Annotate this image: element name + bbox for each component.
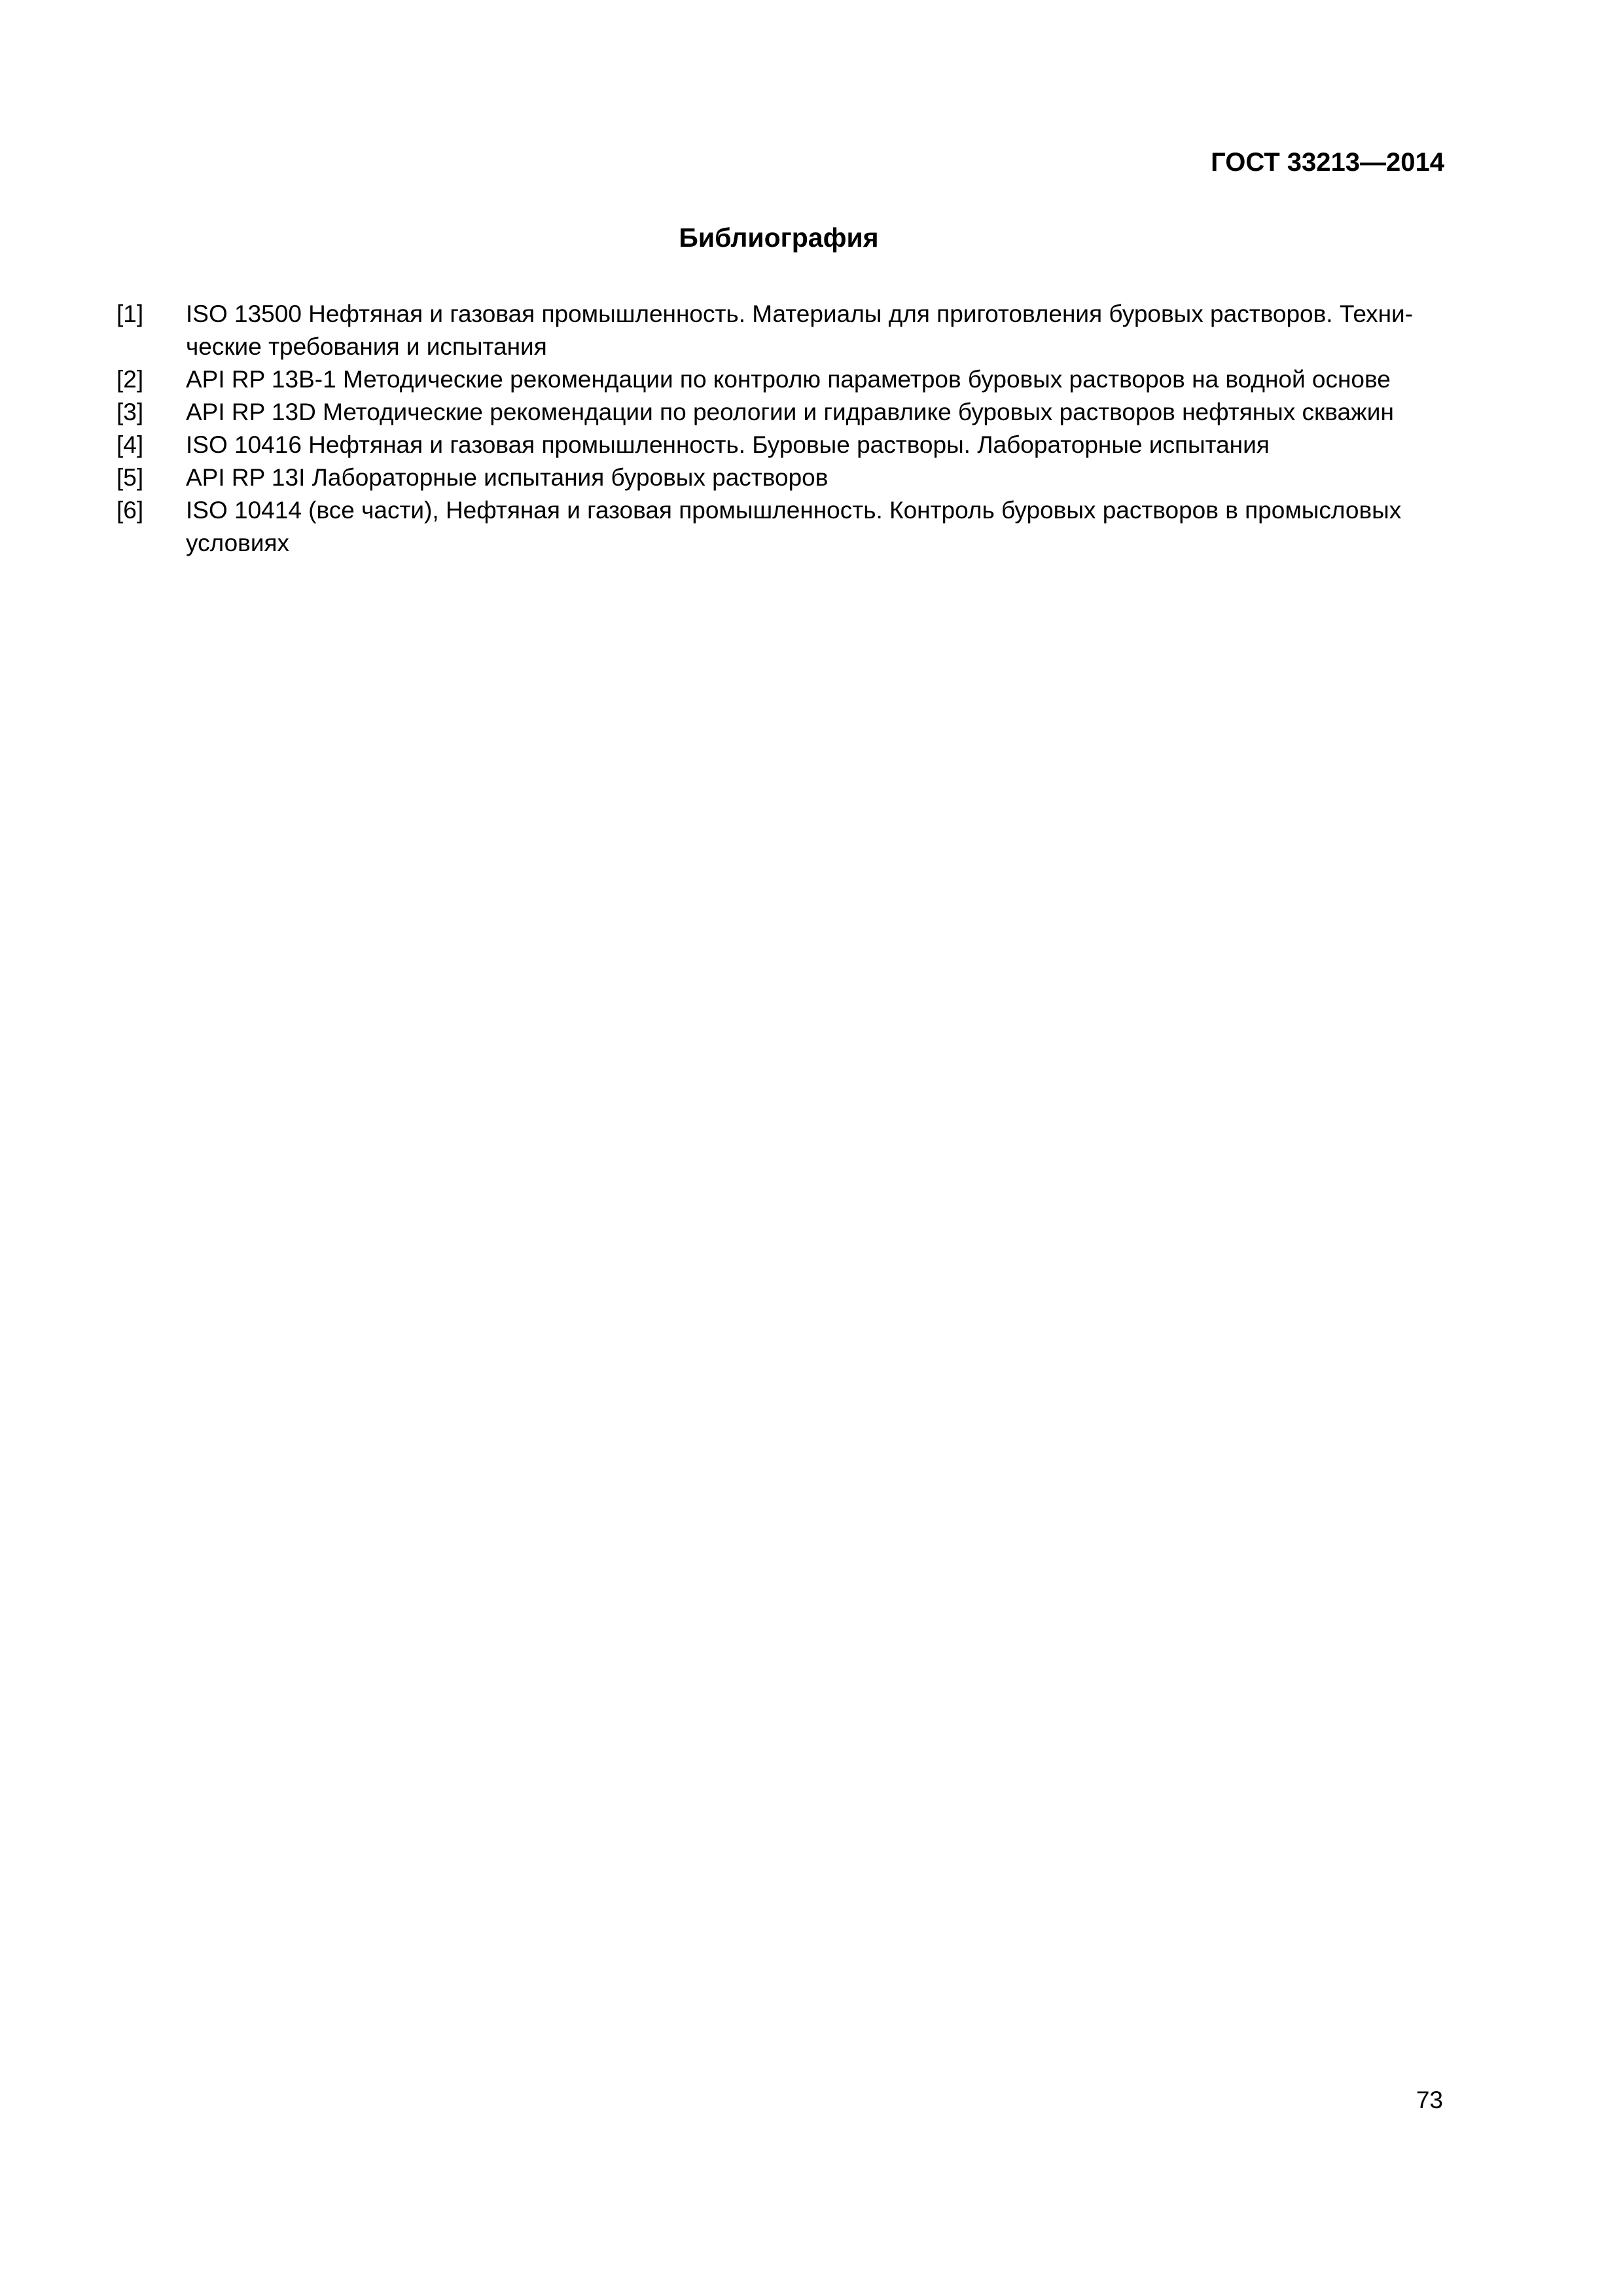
entry-text: API RP 13I Лабораторные испытания буровых растворов <box>186 464 829 491</box>
entry-text: API RP 13D Методические рекомендации по реологии и гидравлике буровых растворов нефтяных скважин <box>186 399 1394 425</box>
entry-text: ISO 13500 Нефтяная и газовая промышленность. Материалы для приготовления буровых растворов. Техни-ческие требования и испытания <box>186 300 1414 360</box>
bibliography-entry <box>116 363 1445 396</box>
bibliography-entry <box>116 461 1445 494</box>
entry-number: [3] <box>116 399 144 425</box>
standard-code: ГОСТ 33213—2014 <box>1211 148 1444 177</box>
bibliography-entry <box>116 396 1445 429</box>
entry-number: [4] <box>116 431 144 458</box>
entry-text: ISO 10416 Нефтяная и газовая промышленность. Буровые растворы. Лабораторные испытания <box>186 431 1270 458</box>
entry-number: [1] <box>116 300 144 327</box>
bibliography-list <box>116 298 1445 560</box>
page-number: 73 <box>1416 2087 1443 2113</box>
bibliography-entry <box>116 494 1445 560</box>
entry-text: API RP 13B-1 Методические рекомендации по контролю параметров буровых растворов на водной основе <box>186 366 1391 393</box>
entry-number: [2] <box>116 366 144 393</box>
bibliography-entry <box>116 298 1445 363</box>
entry-number: [6] <box>116 497 144 524</box>
entry-text: ISO 10414 (все части), Нефтяная и газовая промышленность. Контроль буровых растворов в промысловых условиях <box>186 497 1402 556</box>
page-title: Библиография <box>679 223 879 253</box>
bibliography-entry <box>116 429 1445 461</box>
entry-number: [5] <box>116 464 144 491</box>
